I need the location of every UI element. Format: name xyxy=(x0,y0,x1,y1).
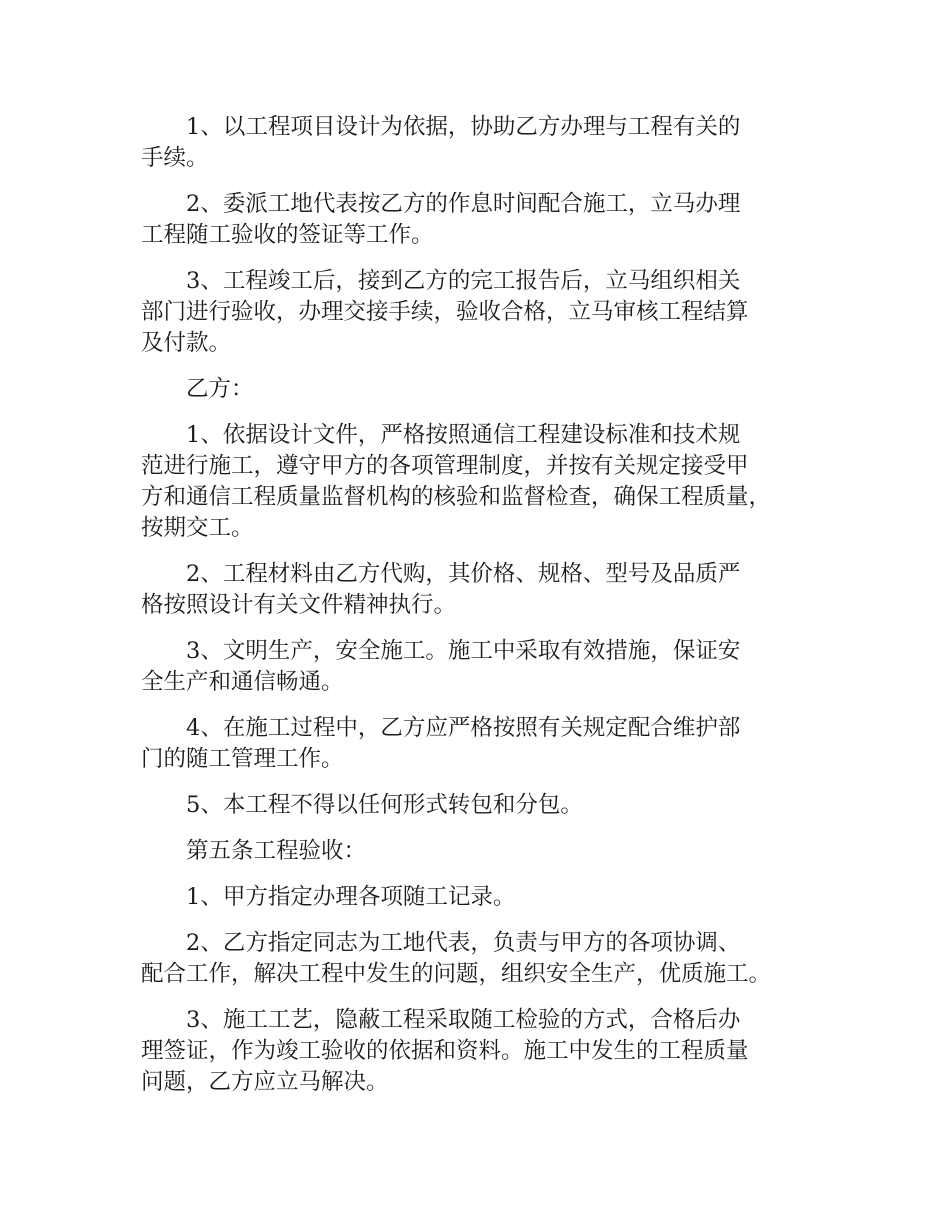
paragraph xyxy=(141,713,831,775)
paragraph xyxy=(141,790,831,821)
section-heading-article-5 xyxy=(141,836,831,867)
paragraph-line: 2、工程材料由乙方代购，其价格、规格、型号及品质严 xyxy=(186,561,741,587)
paragraph xyxy=(141,189,831,251)
paragraph xyxy=(141,112,831,174)
paragraph-line: 2、委派工地代表按乙方的作息时间配合施工，立马办理 xyxy=(186,191,741,217)
paragraph xyxy=(141,882,831,913)
paragraph-line: 部门进行验收，办理交接手续，验收合格，立马审核工程结算 xyxy=(141,299,749,325)
paragraph xyxy=(141,266,831,359)
paragraph xyxy=(141,636,831,698)
paragraph-line: 全生产和通信畅通。 xyxy=(141,669,344,695)
paragraph-line: 范进行施工，遵守甲方的各项管理制度，并按有关规定接受甲 xyxy=(141,453,749,479)
paragraph-line: 1、依据设计文件，严格按照通信工程建设标准和技术规 xyxy=(186,422,741,448)
paragraph-line: 按期交工。 xyxy=(141,515,254,541)
paragraph-line: 理签证，作为竣工验收的依据和资料。施工中发生的工程质量 xyxy=(141,1038,749,1064)
paragraph-line: 3、工程竣工后，接到乙方的完工报告后，立马组织相关 xyxy=(186,268,741,294)
paragraph-line: 4、在施工过程中，乙方应严格按照有关规定配合维护部 xyxy=(186,715,741,741)
paragraph-line: 门的随工管理工作。 xyxy=(141,746,344,772)
paragraph-line: 1、甲方指定办理各项随工记录。 xyxy=(186,884,516,910)
paragraph xyxy=(141,928,831,990)
paragraph-line: 第五条工程验收： xyxy=(186,838,367,864)
paragraph xyxy=(141,420,831,544)
paragraph xyxy=(141,1005,831,1098)
paragraph-line: 5、本工程不得以任何形式转包和分包。 xyxy=(186,792,583,818)
paragraph-line: 工程随工验收的签证等工作。 xyxy=(141,222,434,248)
paragraph-line: 2、乙方指定同志为工地代表，负责与甲方的各项协调、 xyxy=(186,930,741,956)
paragraph-line: 3、施工工艺，隐蔽工程采取随工检验的方式，合格后办 xyxy=(186,1007,741,1033)
paragraph-line: 3、文明生产，安全施工。施工中采取有效措施，保证安 xyxy=(186,638,741,664)
paragraph-line: 手续。 xyxy=(141,145,209,171)
section-heading-party-b xyxy=(141,374,831,405)
paragraph-line: 问题，乙方应立马解决。 xyxy=(141,1069,389,1095)
paragraph-line: 1、以工程项目设计为依据，协助乙方办理与工程有关的 xyxy=(186,114,741,140)
paragraph-line: 乙方： xyxy=(186,376,254,402)
document-body xyxy=(141,112,831,1113)
paragraph-line: 方和通信工程质量监督机构的核验和监督检查，确保工程质量， xyxy=(141,484,772,510)
paragraph xyxy=(141,559,831,621)
paragraph-line: 配合工作，解决工程中发生的问题，组织安全生产，优质施工。 xyxy=(141,961,772,987)
paragraph-line: 格按照设计有关文件精神执行。 xyxy=(141,592,457,618)
paragraph-line: 及付款。 xyxy=(141,330,232,356)
